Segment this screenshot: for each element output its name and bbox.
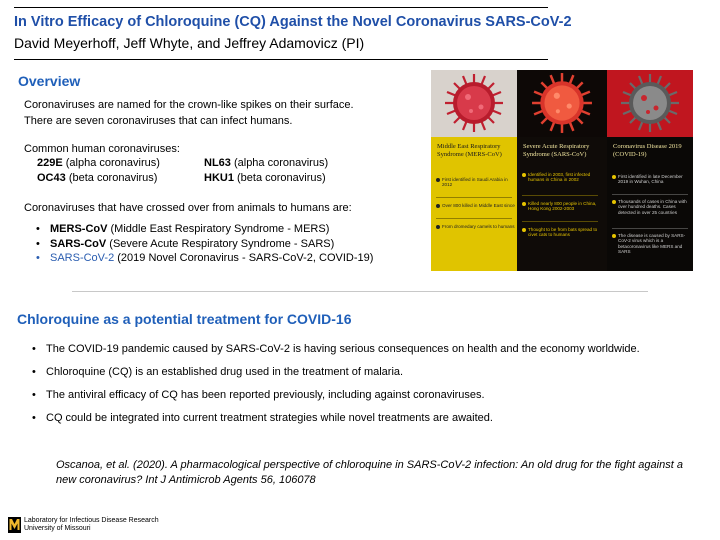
virus-desc: (Middle East Respiratory Syndrome - MERS) bbox=[110, 223, 330, 235]
crossover-label: Coronaviruses that have crossed over from animals to humans are: bbox=[24, 202, 352, 214]
virus-name: HKU1 bbox=[204, 172, 234, 184]
virus-name: 229E bbox=[37, 157, 63, 169]
panel-fact: Thought to be from bats spread to civet cats to humans bbox=[522, 227, 602, 238]
bullet-glyph: • bbox=[32, 366, 36, 378]
bullet-glyph: • bbox=[32, 389, 36, 401]
common-virus-hku1 bbox=[204, 172, 326, 185]
panel-separator bbox=[612, 194, 688, 195]
panel-image-area bbox=[431, 70, 517, 137]
treatment-bullet bbox=[32, 343, 640, 356]
treatment-bullet bbox=[32, 412, 493, 425]
bullet-glyph: • bbox=[32, 343, 36, 355]
virus-illustration-icon bbox=[531, 72, 593, 134]
bullet-glyph: • bbox=[36, 238, 40, 250]
common-virus-oc43 bbox=[37, 172, 157, 185]
bullet-glyph: • bbox=[36, 223, 40, 235]
panel-fact: Killed nearly 800 people in China, Hong Kong 2002-2003 bbox=[522, 201, 602, 212]
treatment-bullet-text: The COVID-19 pandemic caused by SARS-CoV-2 is having serious consequences on health and the economy worldwide. bbox=[46, 343, 640, 355]
treatment-bullet bbox=[32, 389, 485, 402]
panel-separator bbox=[522, 221, 598, 222]
panel-fact: Identified in 2003, first infected humans in China in 2002 bbox=[522, 172, 602, 183]
overview-heading: Overview bbox=[18, 73, 81, 89]
coronavirus-comparison-infographic bbox=[431, 70, 693, 271]
virus-illustration-icon bbox=[444, 73, 504, 133]
panel-separator bbox=[522, 195, 598, 196]
crossover-item-sars bbox=[36, 238, 334, 251]
mu-tiger-logo-icon bbox=[8, 517, 21, 533]
citation bbox=[56, 458, 706, 488]
bullet-glyph: • bbox=[32, 412, 36, 424]
header-rule bbox=[14, 59, 548, 60]
university-name: University of Missouri bbox=[24, 525, 91, 532]
crossover-item-mers bbox=[36, 223, 329, 236]
virus-name: NL63 bbox=[204, 157, 231, 169]
treatment-bullet-text: The antiviral efficacy of CQ has been reported previously, including against coronaviruses. bbox=[46, 389, 485, 401]
virus-desc: (Severe Acute Respiratory Syndrome - SARS) bbox=[109, 238, 335, 250]
section-divider bbox=[72, 291, 648, 292]
virus-desc: (alpha coronavirus) bbox=[65, 157, 160, 169]
virus-desc: (2019 Novel Coronavirus - SARS-CoV-2, COVID-19) bbox=[117, 252, 374, 264]
panel-image-area bbox=[607, 70, 693, 137]
common-virus-229e bbox=[37, 157, 160, 170]
top-rule bbox=[14, 7, 548, 8]
panel-separator bbox=[436, 218, 512, 219]
citation-line2: new coronavirus? Int J Antimicrob Agents 56, 106078 bbox=[56, 474, 316, 486]
slide-title: In Vitro Efficacy of Chloroquine (CQ) Against the Novel Coronavirus SARS-CoV-2 bbox=[14, 14, 572, 30]
treatment-bullet-text: Chloroquine (CQ) is an established drug used in the treatment of malaria. bbox=[46, 366, 404, 378]
overview-intro-line2: There are seven coronaviruses that can infect humans. bbox=[24, 115, 293, 127]
crossover-item-sars-cov-2 bbox=[36, 252, 373, 265]
virus-name: SARS-CoV bbox=[50, 238, 107, 250]
treatment-bullet bbox=[32, 366, 403, 379]
panel-separator bbox=[612, 228, 688, 229]
panel-fact: Over 800 killed in Middle East since bbox=[436, 203, 516, 208]
panel-title: Middle East Respiratory Syndrome (MERS-CoV) bbox=[437, 143, 502, 158]
panel-fact: The disease is caused by SARS-CoV-2 virus which is a betacoronavirus like MERS and SARS bbox=[612, 233, 692, 255]
panel-image-area bbox=[517, 70, 607, 137]
overview-intro-line1: Coronaviruses are named for the crown-like spikes on their surface. bbox=[24, 99, 354, 111]
lab-name: Laboratory for Infectious Disease Research bbox=[24, 517, 159, 524]
virus-desc: (beta coronavirus) bbox=[237, 172, 326, 184]
virus-name: MERS-CoV bbox=[50, 223, 108, 235]
panel-fact: From dromedary camels to humans bbox=[436, 224, 516, 229]
panel-separator bbox=[436, 197, 512, 198]
citation-line1: Oscanoa, et al. (2020). A pharmacological perspective of chloroquine in SARS-CoV-2 infection: An old drug for the fight against a bbox=[56, 459, 683, 471]
panel-fact: Thousands of cases in China with over hundred deaths. Cases detected in over 25 countries bbox=[612, 199, 692, 215]
panel-fact: First identified in late December 2019 in Wuhan, China bbox=[612, 174, 692, 185]
virus-desc: (beta coronavirus) bbox=[68, 172, 158, 184]
virus-illustration-icon bbox=[620, 73, 680, 133]
panel-title: Coronavirus Disease 2019 (COVID-19) bbox=[613, 143, 682, 158]
chloroquine-heading: Chloroquine as a potential treatment for COVID-16 bbox=[17, 311, 352, 327]
slide-authors: David Meyerhoff, Jeff Whyte, and Jeffrey Adamovicz (PI) bbox=[14, 35, 365, 51]
infographic-panel-mers bbox=[431, 70, 517, 271]
panel-fact: First identified in Saudi Arabia in 2012 bbox=[436, 177, 516, 188]
treatment-bullet-text: CQ could be integrated into current treatment strategies while novel treatments are awaited. bbox=[46, 412, 493, 424]
infographic-panel-sars bbox=[517, 70, 607, 271]
virus-name: OC43 bbox=[37, 172, 66, 184]
virus-desc: (alpha coronavirus) bbox=[233, 157, 329, 169]
bullet-glyph: • bbox=[36, 252, 40, 264]
common-virus-nl63 bbox=[204, 157, 328, 170]
panel-title: Severe Acute Respiratory Syndrome (SARS-CoV) bbox=[523, 143, 590, 158]
infographic-panel-covid19 bbox=[607, 70, 693, 271]
virus-name: SARS-CoV-2 bbox=[50, 252, 115, 264]
common-coronaviruses-label: Common human coronaviruses: bbox=[24, 143, 180, 155]
